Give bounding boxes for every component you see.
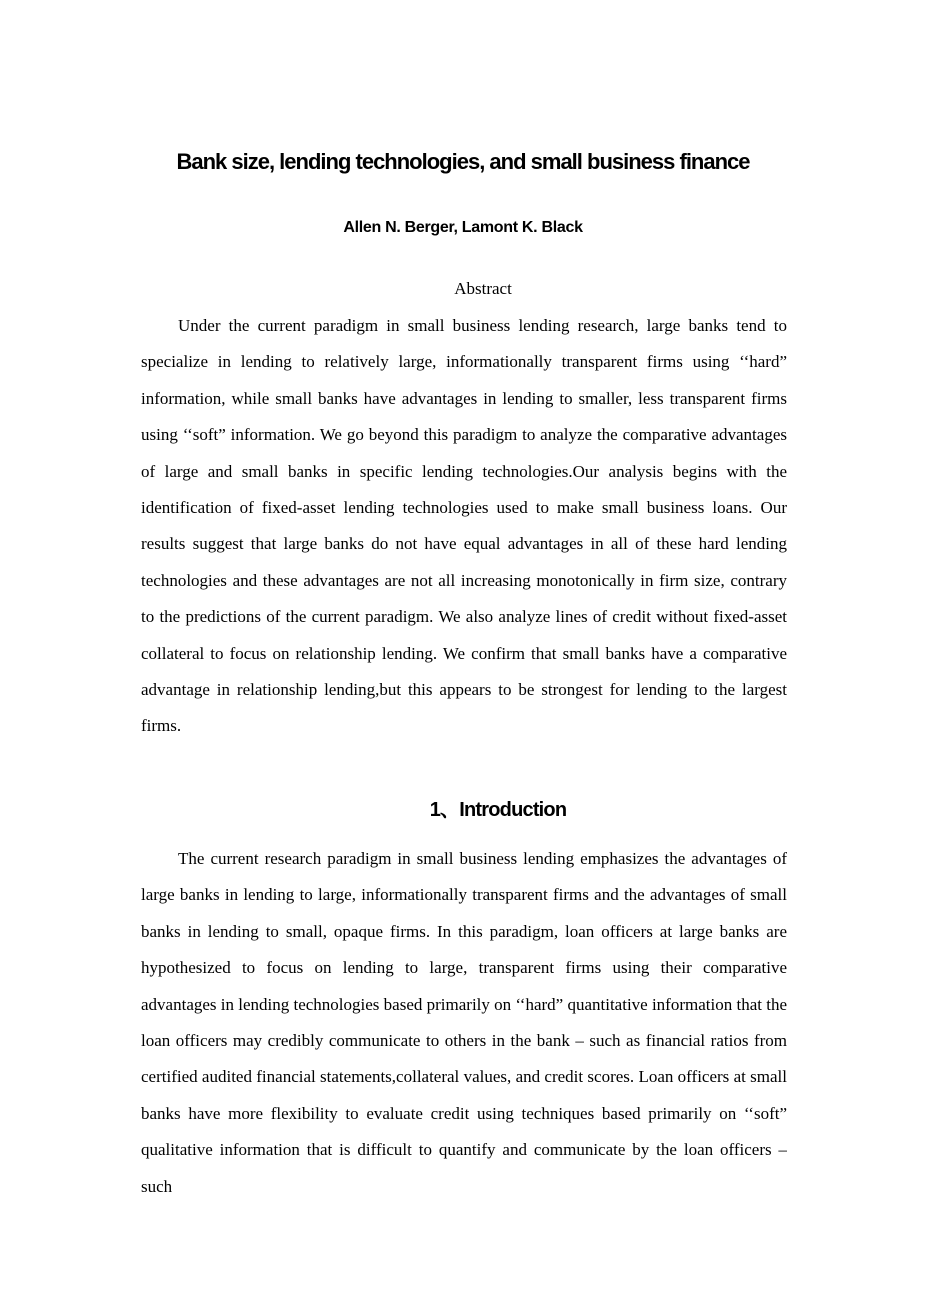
abstract-paragraph: Under the current paradigm in small business lending research, large banks tend to specialize in lending to relatively large, informationally transparent firms using ‘‘hard” information, while small banks have advantages in lending to smaller, less transparent firms using ‘‘soft” information. We go beyond this paradigm to analyze the comparative advantages of large and small banks in specific lending technologies.Our analysis begins with the identification of fixed-asset lending technologies used to make small business loans. Our results suggest that large banks do not have equal advantages in all of these hard lending technologies and these advantages are not all increasing monotonically in firm size, contrary to the predictions of the current paradigm. We also analyze lines of credit without fixed-asset collateral to focus on relationship lending. We confirm that small banks have a comparative advantage in relationship lending,but this appears to be strongest for lending to the largest firms. <box>141 316 787 736</box>
section-heading-introduction: 1、Introduction <box>429 799 567 821</box>
paper-title: Bank size, lending technologies, and small business finance <box>176 149 750 174</box>
introduction-paragraph: The current research paradigm in small business lending emphasizes the advantages of large banks in lending to large, informationally transparent firms and the advantages of small banks in lending to small, opaque firms. In this paradigm, loan officers at large banks are hypothesized to focus on lending to large, transparent firms using their comparative advantages in lending technologies based primarily on ‘‘hard” quantitative information that the loan officers may credibly communicate to others in the bank – such as financial ratios from certified audited financial statements,collateral values, and credit scores. Loan officers at small banks have more flexibility to evaluate credit using techniques based primarily on ‘‘soft” qualitative information that is difficult to quantify and communicate by the loan officers – such <box>141 849 787 1196</box>
abstract-heading: Abstract <box>454 279 512 298</box>
paper-authors: Allen N. Berger, Lamont K. Black <box>343 219 583 236</box>
